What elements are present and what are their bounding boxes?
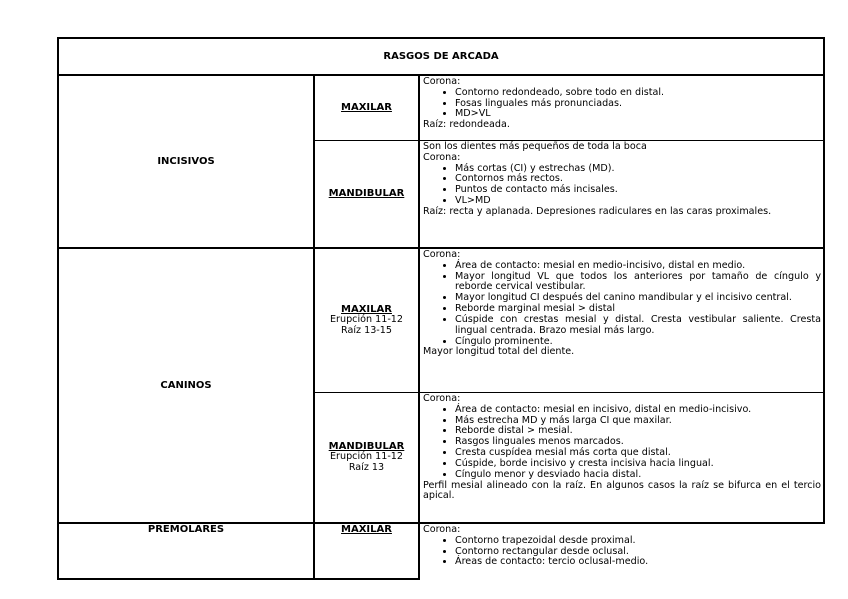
caninos-maxilar-desc (419, 248, 824, 393)
incisivos-maxilar-desc (419, 75, 824, 141)
list-item: • Más cortas (CI) y estrechas (MD). (455, 164, 821, 175)
arcada-table (57, 37, 825, 580)
title-row (58, 38, 824, 75)
caninos-maxilar-row (58, 248, 824, 393)
group-label-caninos: CANINOS (58, 248, 314, 523)
list-item: • Fosas linguales más pronunciadas. (455, 99, 821, 110)
list-item: • Área de contacto: mesial en medio-incisivo, distal en medio. (455, 261, 821, 272)
outro-text: Mayor longitud total del diente. (423, 346, 575, 358)
list-item: • Rasgos linguales menos marcados. (455, 437, 821, 448)
intro-text: Corona: (423, 393, 461, 404)
list-item: • Cíngulo prominente. (455, 337, 821, 348)
bullet-list (423, 405, 821, 481)
caninos-maxilar-label-cell (314, 248, 419, 393)
list-item: • Reborde distal > mesial. (455, 426, 821, 437)
incisivos-mandibular-label-cell (314, 141, 419, 249)
list-item: • Puntos de contacto más incisales. (455, 185, 821, 196)
bullet-list (423, 536, 822, 568)
bullet-list (423, 164, 821, 207)
list-item: • Áreas de contacto: tercio oclusal-medio. (455, 557, 822, 568)
list-item: • VL>MD (455, 196, 821, 207)
intro-text: Corona: (423, 151, 461, 163)
eruption-text: Erupción 11-12 (330, 451, 403, 463)
list-item: • Cíngulo menor y desviado hacia distal. (455, 470, 821, 481)
list-item: • Reborde marginal mesial > distal (455, 304, 821, 315)
intro-text: Son los dientes más pequeños de toda la boca (423, 141, 647, 152)
root-text: Raíz 13 (348, 462, 385, 474)
incisivos-maxilar-label-cell (314, 75, 419, 141)
caninos-mandibular-label-cell (314, 393, 419, 524)
list-item: • Contorno rectangular desde oclusal. (455, 547, 822, 558)
incisivos-mandibular-desc (419, 141, 824, 249)
list-item: • Más estrecha MD y más larga CI que maxilar. (455, 416, 821, 427)
intro-text: Corona: (423, 76, 461, 87)
premolares-maxilar-label: MAXILAR (341, 524, 392, 535)
caninos-maxilar-label: MAXILAR (341, 304, 392, 316)
bullet-list (423, 88, 821, 120)
incisivos-mandibular-label: MANDIBULAR (328, 188, 405, 200)
intro-text: Corona: (423, 249, 461, 260)
outro-text: Raíz: recta y aplanada. Depresiones radiculares en las caras proximales. (423, 205, 772, 217)
list-item: • Contorno redondeado, sobre todo en distal. (455, 88, 821, 99)
bullet-list (423, 261, 821, 348)
list-item: • Contorno trapezoidal desde proximal. (455, 536, 822, 547)
caninos-mandibular-desc (419, 393, 824, 524)
group-label-premolares: PREMOLARES (58, 523, 314, 579)
list-item: • Cresta cuspídea mesial más corta que distal. (455, 448, 821, 459)
premolares-maxilar-label-cell (314, 523, 419, 579)
list-item: • Área de contacto: mesial en incisivo, distal en medio-incisivo. (455, 405, 821, 416)
premolares-maxilar-desc (419, 523, 824, 579)
eruption-text: Erupción 11-12 (330, 314, 403, 326)
premolares-maxilar-row (58, 523, 824, 579)
list-item: • Contornos más rectos. (455, 174, 821, 185)
list-item: • Cúspide, borde incisivo y cresta incisiva hacia lingual. (455, 459, 821, 470)
outro-text: Perfil mesial alineado con la raíz. En algunos casos la raíz se bifurca en el tercio apical. (423, 479, 822, 502)
table-title: RASGOS DE ARCADA (58, 38, 824, 75)
incisivos-maxilar-row (58, 75, 824, 141)
list-item: • Mayor longitud CI después del canino mandibular y el incisivo central. (455, 293, 821, 304)
list-item: • Cúspide con crestas mesial y distal. Cresta vestibular saliente. Cresta lingual centrada. Brazo mesial más largo. (455, 315, 821, 337)
outro-text: Raíz: redondeada. (423, 119, 510, 131)
incisivos-maxilar-label: MAXILAR (341, 102, 392, 114)
list-item: • MD>VL (455, 109, 821, 120)
list-item: • Mayor longitud VL que todos los anteriores por tamaño de cíngulo y reborde cervical vestibular. (455, 272, 821, 294)
group-label-incisivos: INCISIVOS (58, 75, 314, 248)
caninos-mandibular-label: MANDIBULAR (328, 441, 405, 453)
intro-text: Corona: (423, 524, 461, 535)
root-text: Raíz 13-15 (341, 325, 392, 337)
